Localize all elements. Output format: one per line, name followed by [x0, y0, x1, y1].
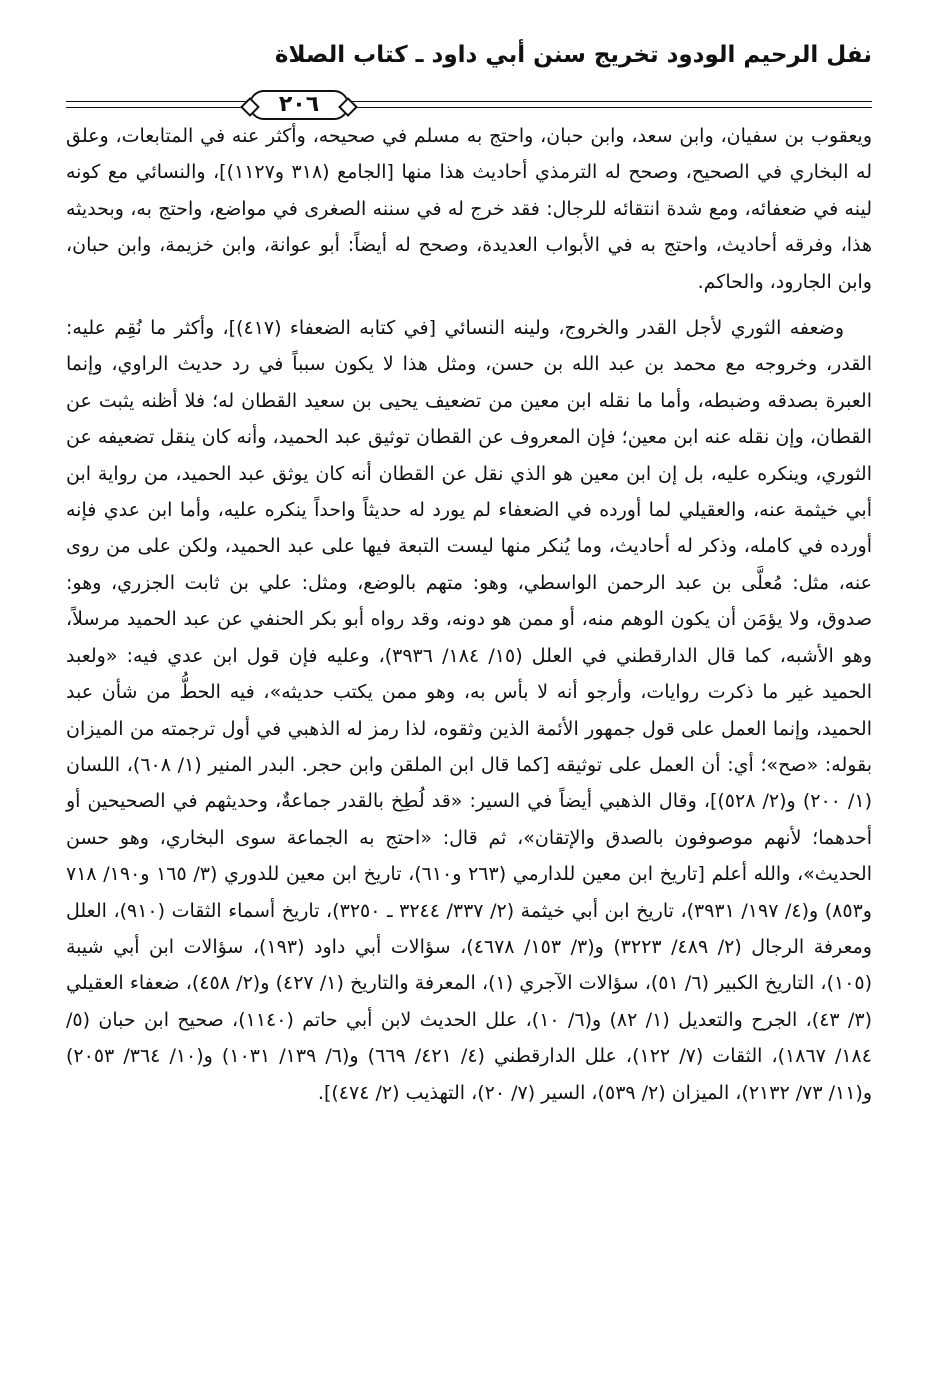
header-rule-bottom — [66, 107, 872, 108]
header-rule-top — [66, 101, 872, 102]
page-body — [66, 118, 872, 1111]
running-title: نفل الرحيم الودود تخريج سنن أبي داود ـ كتاب الصلاة — [274, 42, 872, 68]
paragraph-1: ويعقوب بن سفيان، وابن سعد، وابن حبان، واحتج به مسلم في صحيحه، وأكثر عنه في المتابعات، وعلق له البخاري في الصحيح، وصحح له الترمذي أحاديث هذا منها [الجامع (٣١٨ و١١٢٧)]، والنسائي مع كونه لينه في ضعفائه، ومع شدة انتقائه للرجال: فقد خرج له في سننه الصغرى في مواضع، واحتج به، وبحديثه هذا، وفرقه أحاديث، واحتج به في الأبواب العديدة، وصحح له أيضاً: أبو عوانة، وابن خزيمة، وابن حبان، وابن الجارود، والحاكم. — [66, 125, 872, 293]
page-header — [66, 38, 872, 117]
page-number: ٢٠٦ — [249, 90, 349, 120]
paragraph-2: وضعفه الثوري لأجل القدر والخروج، ولينه النسائي [في كتابه الضعفاء (٤١٧)]، وأكثر ما نُقِم عليه: القدر، وخروجه مع محمد بن عبد الله بن حسن، ومثل هذا لا يكون سبباً في رد حديث الراوي، وإنما العبرة بصدقه وضبطه، وأما ما نقله ابن معين من تضعيف يحيى بن سعيد القطان له؛ فلا أظنه يثبت عن القطان، وإن نقله عنه ابن معين؛ فإن المعروف عن القطان توثيق عبد الحميد، وأنه كان ينقل تضعيفه عن الثوري، وينكره عليه، بل إن ابن معين هو الذي نقل عن القطان أنه كان يوثق عبد الحميد، من رواية ابن أبي خيثمة عنه، والعقيلي لما أورده في الضعفاء لم يورد له حديثاً واحداً ينكره عليه، وأما ابن عدي فإنه أورده في كامله، وذكر له أحاديث، وما يُنكر منها ليست التبعة فيها على عبد الحميد، ولكن على من روى عنه، مثل: مُعلَّى بن عبد الرحمن الواسطي، وهو: متهم بالوضع، ومثل: علي بن ثابت الجزري، وهو: صدوق، ولا يؤمَن أن يكون الوهم منه، أو ممن هو دونه، وقد رواه أبو بكر الحنفي عن عبد الحميد مرسلاً، وهو الأشبه، كما قال الدارقطني في العلل (١٥/ ١٨٤/ ٣٩٣٦)، وعليه فإن قول ابن عدي فيه: «ولعبد الحميد غير ما ذكرت روايات، وأرجو أنه لا بأس به، وهو ممن يكتب حديثه»، فيه الحطُّ من شأن عبد الحميد، وإنما العمل على قول جمهور الأئمة الذين وثقوه، لذا رمز له الذهبي في أول ترجمته من الميزان بقوله: «صح»؛ أي: أن العمل على توثيقه [كما قال ابن الملقن وابن حجر. البدر المنير (١/ ٦٠٨)، اللسان (١/ ٢٠٠) و(٢/ ٥٢٨)]، وقال الذهبي أيضاً في السير: «قد لُطِخ بالقدر جماعةٌ، وحديثهم في الصحيحين أو أحدهما؛ لأنهم موصوفون بالصدق والإتقان»، ثم قال: «احتج به الجماعة سوى البخاري، وهو حسن الحديث»، والله أعلم [تاريخ ابن معين للدارمي (٢٦٣ و٦١٠)، تاريخ ابن معين للدوري (٣/ ١٦٥ و١٩٠/ ٧١٨ و٨٥٣) و(٤/ ١٩٧/ ٣٩٣١)، تاريخ ابن أبي خيثمة (٢/ ٣٣٧/ ٣٢٤٤ ـ ٣٢٥٠)، تاريخ أسماء الثقات (٩١٠)، العلل ومعرفة الرجال (٢/ ٤٨٩/ ٣٢٢٣) و(٣/ ١٥٣/ ٤٦٧٨)، سؤالات أبي داود (١٩٣)، سؤالات ابن أبي شيبة (١٠٥)، التاريخ الكبير (٦/ ٥١)، سؤالات الآجري (١)، المعرفة والتاريخ (١/ ٤٢٧) و(٢/ ٤٥٨)، ضعفاء العقيلي (٣/ ٤٣)، الجرح والتعديل (١/ ٨٢) و(٦/ ١٠)، علل الحديث لابن أبي حاتم (١١٤٠)، صحيح ابن حبان (٥/ ١٨٤/ ١٨٦٧)، الثقات (٧/ ١٢٢)، علل الدارقطني (٤/ ٤٢١/ ٦٦٩) و(٦/ ١٣٩/ ١٠٣١) و(١٠/ ٣٦٤/ ٢٠٥٣) و(١١/ ٧٣/ ٢١٣٢)، الميزان (٢/ ٥٣٩)، السير (٧/ ٢٠)، التهذيب (٢/ ٤٧٤)]. — [66, 317, 873, 1104]
